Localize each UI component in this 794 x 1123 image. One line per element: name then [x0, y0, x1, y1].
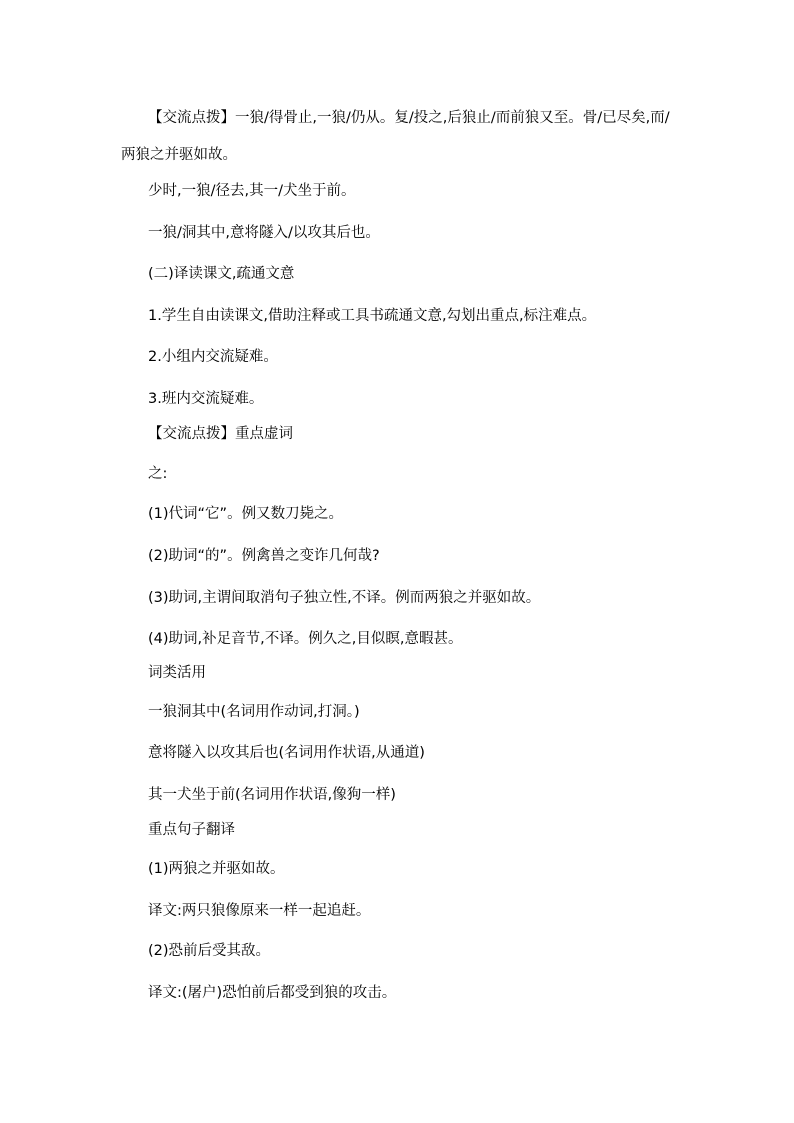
- paragraph-line: (1)代词“它”。例又数刀毙之。: [148, 506, 344, 522]
- paragraph-line: 2.小组内交流疑难。: [148, 349, 278, 365]
- section-heading: (二)译读课文,疏通文意: [148, 266, 295, 282]
- paragraph-line: (2)恐前后受其敌。: [148, 943, 271, 959]
- paragraph-line: 【交流点拨】重点虚词: [148, 426, 293, 442]
- subsection-heading: 重点句子翻译: [148, 822, 235, 838]
- paragraph-line: 少时,一狼/径去,其一/犬坐于前。: [148, 183, 356, 199]
- paragraph-line: 【交流点拨】一狼/得骨止,一狼/仍从。复/投之,后狼止/而前狼又至。骨/已尽矣,而/: [148, 110, 670, 126]
- paragraph-line: 译文:两只狼像原来一样一起追赶。: [148, 903, 371, 919]
- paragraph-line: (3)助词,主谓间取消句子独立性,不译。例而两狼之并驱如故。: [148, 590, 541, 606]
- paragraph-line: (4)助词,补足音节,不译。例久之,目似瞑,意暇甚。: [148, 631, 463, 647]
- paragraph-line: (2)助词“的”。例禽兽之变诈几何哉?: [148, 548, 380, 564]
- paragraph-line: 3.班内交流疑难。: [148, 391, 264, 407]
- paragraph-line: 两狼之并驱如故。: [121, 147, 237, 163]
- paragraph-line: 1.学生自由读课文,借助注释或工具书疏通文意,勾划出重点,标注难点。: [148, 308, 597, 324]
- paragraph-line: 译文:(屠户)恐怕前后都受到狼的攻击。: [148, 985, 397, 1001]
- paragraph-line: 一狼/洞其中,意将隧入/以攻其后也。: [148, 225, 380, 241]
- paragraph-line: 一狼洞其中(名词用作动词,打洞。): [148, 704, 360, 720]
- subsection-heading: 词类活用: [148, 665, 206, 681]
- paragraph-line: 其一犬坐于前(名词用作状语,像狗一样): [148, 787, 396, 803]
- paragraph-line: 意将隧入以攻其后也(名词用作状语,从通道): [148, 745, 425, 761]
- paragraph-line: (1)两狼之并驱如故。: [148, 861, 285, 877]
- paragraph-line: 之:: [148, 466, 168, 482]
